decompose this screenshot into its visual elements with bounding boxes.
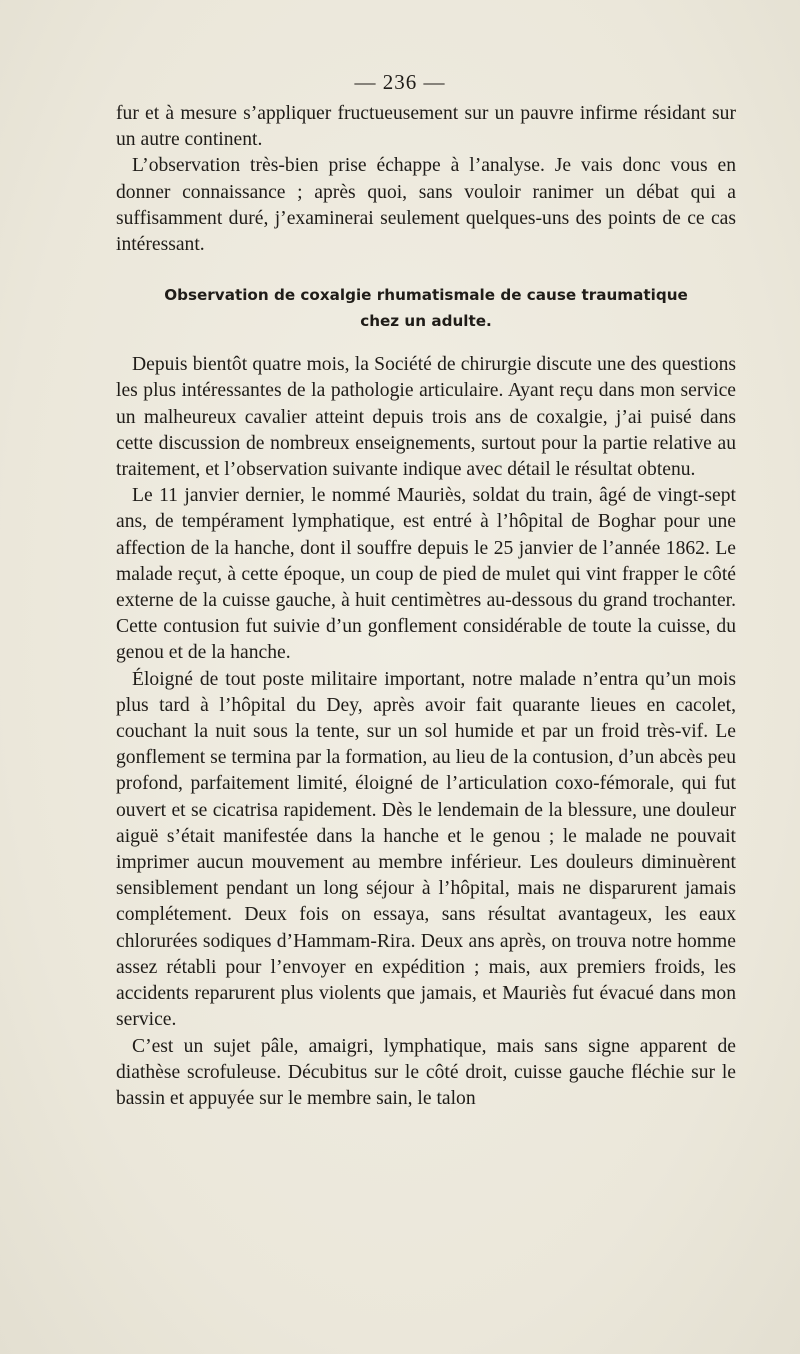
paragraph-2: Le 11 janvier dernier, le nommé Mauriès, soldat du train, âgé de vingt-sept ans, de tempérament lymphatique, est entré à l’hôpital de Boghar pour une affection de la hanche, dont il souffre depuis le 25 janvier de l’année 1862. Le malade reçut, à cette époque, un coup de pied de mulet qui vint frapper le côté externe de la cuisse gauche, à huit centimètres au-dessous du grand trochanter. Cette contusion fut suivie d’un gonflement considérable de toute la cuisse, du genou et de la hanche.: [116, 485, 736, 664]
paragraph-3: Éloigné de tout poste militaire important, notre malade n’entra qu’un mois plus tard à l’hôpital du Dey, après avoir fait quarante lieues en cacolet, couchant la nuit sous la tente, sur un sol humide et par un froid très-vif. Le gonflement se termina par la formation, au lieu de la contusion, d’un abcès peu profond, parfaitement limité, éloigné de l’articulation coxo-fémorale, qui fut ouvert et se cicatrisa rapidement. Dès le lendemain de la blessure, une douleur aiguë s’était manifestée dans la hanche et le genou ; le malade ne pouvait imprimer aucun mouvement au membre inférieur. Les douleurs diminuèrent sensiblement pendant un long séjour à l’hôpital, mais ne disparurent jamais complétement. Deux fois on essaya, sans résultat avantageux, les eaux chlorurées sodiques d’Hammam-Rira. Deux ans après, on trouva notre homme assez rétabli pour l’envoyer en expédition ; mais, aux premiers froids, les accidents reparurent plus violents que jamais, et Mauriès fut évacué dans mon service.: [116, 668, 736, 1031]
continuation-paragraph: fur et à mesure s’appliquer fructueusement sur un pauvre infirme résidant sur un autre continent.: [116, 103, 736, 151]
section-heading: [116, 282, 736, 334]
section-heading-line-2: chez un adulte.: [360, 312, 492, 331]
body-text: [116, 101, 736, 1112]
paragraph-4: C’est un sujet pâle, amaigri, lymphatique, mais sans signe apparent de diathèse scrofuleuse. Décubitus sur le côté droit, cuisse gauche fléchie sur le bassin et appuyée sur le membre sain, le talon: [116, 1035, 736, 1109]
intro-paragraph: L’observation très-bien prise échappe à l’analyse. Je vais donc vous en donner connaissance ; après quoi, sans vouloir ranimer un débat qui a suffisamment duré, j’examinerai seulement quelques-uns des points de ce cas intéressant.: [116, 155, 736, 256]
page-number: — 236 —: [354, 70, 446, 94]
section-heading-line-1: Observation de coxalgie rhumatismale de cause traumatique: [164, 286, 688, 305]
paragraph-1: Depuis bientôt quatre mois, la Société de chirurgie discute une des questions les plus intéressantes de la pathologie articulaire. Ayant reçu dans mon service un malheureux cavalier atteint depuis trois ans de coxalgie, j’ai puisé dans cette discussion de nombreux enseignements, surtout pour la partie relative au traitement, et l’observation suivante indique avec détail le résultat obtenu.: [116, 354, 736, 481]
